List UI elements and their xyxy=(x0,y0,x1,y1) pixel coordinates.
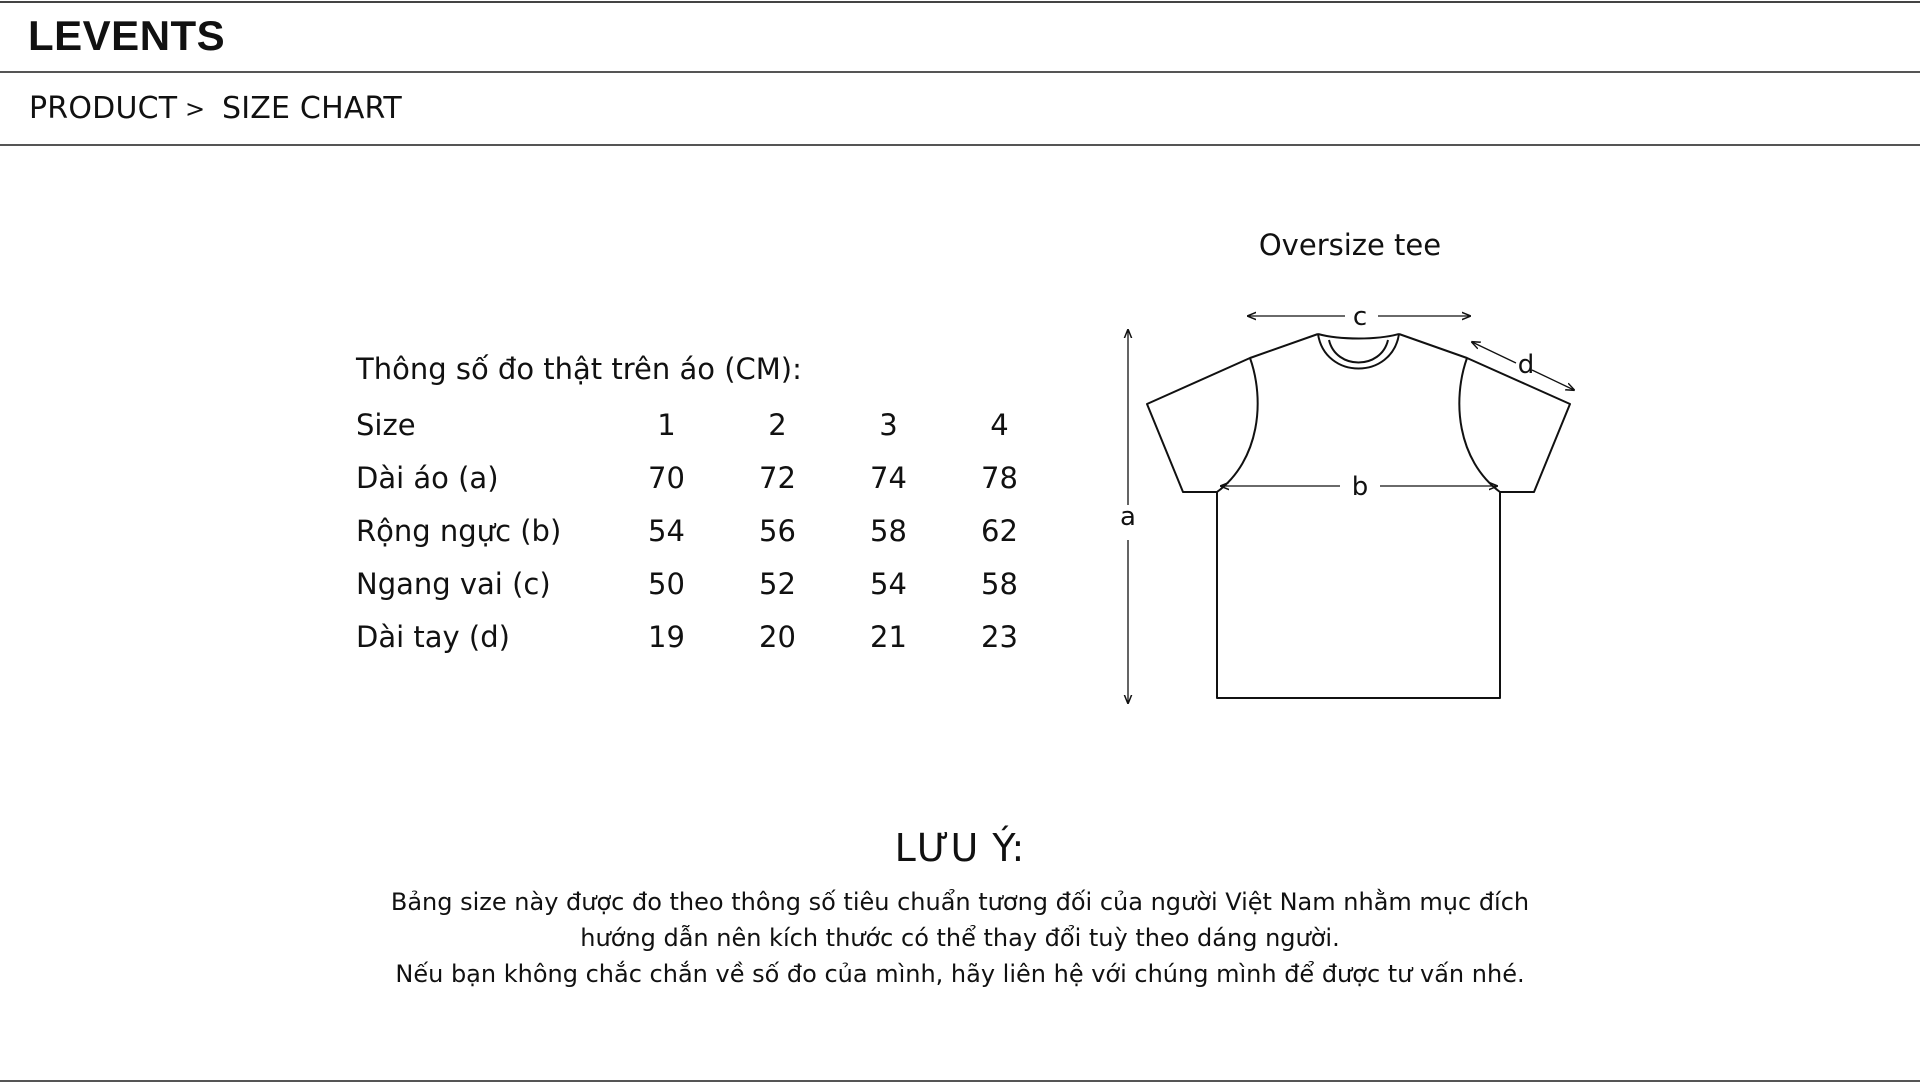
note-line: hướng dẫn nên kích thước có thể thay đổi tuỳ theo dáng người. xyxy=(580,924,1340,952)
table-cell: 54 xyxy=(870,566,907,601)
header-size-1: 1 xyxy=(657,407,676,442)
table-cell: 72 xyxy=(759,460,796,495)
label-c: c xyxy=(1352,302,1368,332)
row-label: Ngang vai (c) xyxy=(356,566,551,601)
table-header-row xyxy=(356,398,1055,451)
table-cell: 58 xyxy=(870,513,907,548)
note-line: Bảng size này được đo theo thông số tiêu chuẩn tương đối của người Việt Nam nhằm mục đích xyxy=(390,888,1530,916)
table-cell: 50 xyxy=(648,566,685,601)
tee-outline-icon xyxy=(1147,334,1570,698)
label-a: a xyxy=(1120,502,1136,532)
table-row xyxy=(356,610,1055,663)
table-cell: 52 xyxy=(759,566,796,601)
table-cell: 70 xyxy=(648,460,685,495)
table-cell: 21 xyxy=(870,619,907,654)
header-size-label: Size xyxy=(356,407,416,442)
table-row xyxy=(356,504,1055,557)
breadcrumb xyxy=(0,73,1920,146)
breadcrumb-size-chart: SIZE CHART xyxy=(222,91,402,126)
brand-logo[interactable]: LEVENTS xyxy=(28,12,226,59)
label-d: d xyxy=(1517,350,1535,380)
table-cell: 19 xyxy=(648,619,685,654)
table-cell: 23 xyxy=(981,619,1018,654)
tee-measurement-diagram xyxy=(1100,300,1600,720)
breadcrumb-separator: > xyxy=(185,95,206,123)
header-size-4: 4 xyxy=(990,407,1009,442)
row-label: Rộng ngực (b) xyxy=(356,513,562,548)
table-row xyxy=(356,451,1055,504)
table-cell: 62 xyxy=(981,513,1018,548)
header-size-2: 2 xyxy=(768,407,787,442)
table-cell: 20 xyxy=(759,619,796,654)
header-size-3: 3 xyxy=(879,407,898,442)
table-cell: 58 xyxy=(981,566,1018,601)
site-header xyxy=(0,3,1920,73)
row-label: Dài áo (a) xyxy=(356,460,499,495)
size-table xyxy=(356,398,1055,663)
breadcrumb-product[interactable]: PRODUCT xyxy=(29,91,178,126)
note-line: Nếu bạn không chắc chắn về số đo của mình, hãy liên hệ với chúng mình để được tư vấn nhé. xyxy=(395,960,1525,988)
row-label: Dài tay (d) xyxy=(356,619,510,654)
table-cell: 78 xyxy=(981,460,1018,495)
table-row xyxy=(356,557,1055,610)
size-table-title: Thông số đo thật trên áo (CM): xyxy=(356,352,802,386)
table-cell: 74 xyxy=(870,460,907,495)
note-title: LƯU Ý: xyxy=(894,826,1026,870)
table-cell: 56 xyxy=(759,513,796,548)
table-cell: 54 xyxy=(648,513,685,548)
diagram-title: Oversize tee xyxy=(1258,228,1442,262)
label-b: b xyxy=(1351,472,1369,502)
